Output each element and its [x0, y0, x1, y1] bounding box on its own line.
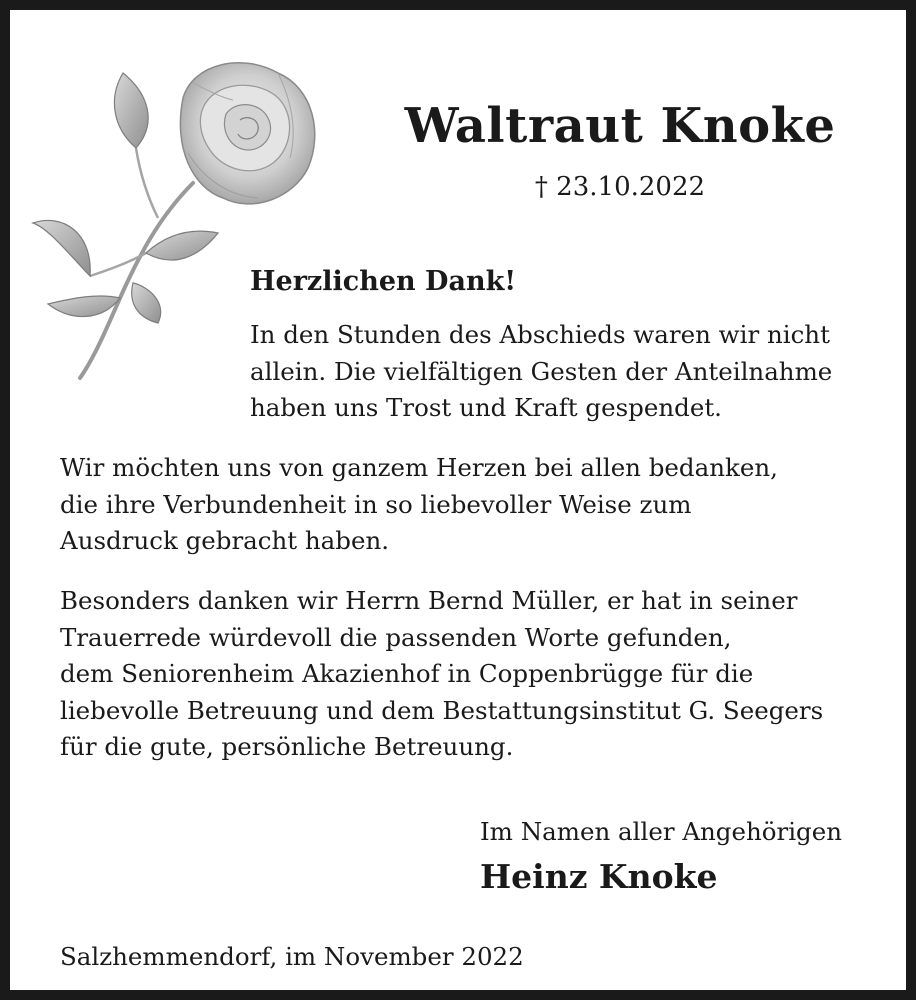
intro-line: In den Stunden des Abschieds waren wir nicht: [250, 320, 830, 349]
intro-paragraph: [250, 317, 890, 427]
paragraph-line: dem Seniorenheim Akazienhof in Coppenbrügge für die: [60, 659, 754, 688]
thanks-heading: Herzlichen Dank!: [250, 266, 517, 297]
paragraph-line: Besonders danken wir Herrn Bernd Müller, er hat in seiner: [60, 586, 798, 615]
deceased-name: Waltraut Knoke: [404, 98, 836, 154]
signer-name: Heinz Knoke: [480, 857, 718, 896]
paragraph-line: liebevolle Betreuung und dem Bestattungsinstitut G. Seegers: [60, 695, 824, 725]
paragraph-line: Ausdruck gebracht haben.: [60, 526, 390, 555]
place-date: Salzhemmendorf, im November 2022: [60, 942, 524, 971]
death-date: † 23.10.2022: [534, 172, 706, 202]
paragraph-line: die ihre Verbundenheit in so liebevoller Weise zum: [60, 489, 692, 519]
intro-line: allein. Die vielfältigen Gesten der Anteilnahme: [250, 356, 833, 386]
paragraph-line: Wir möchten uns von ganzem Herzen bei allen bedanken,: [60, 453, 778, 482]
thanks-paragraph: [60, 450, 900, 560]
signoff-text: Im Namen aller Angehörigen: [480, 817, 843, 846]
intro-line: haben uns Trost und Kraft gespendet.: [250, 393, 722, 422]
paragraph-line: Trauerrede würdevoll die passenden Worte gefunden,: [60, 622, 732, 652]
paragraph-line: für die gute, persönliche Betreuung.: [60, 732, 514, 761]
special-thanks-paragraph: [60, 583, 900, 766]
